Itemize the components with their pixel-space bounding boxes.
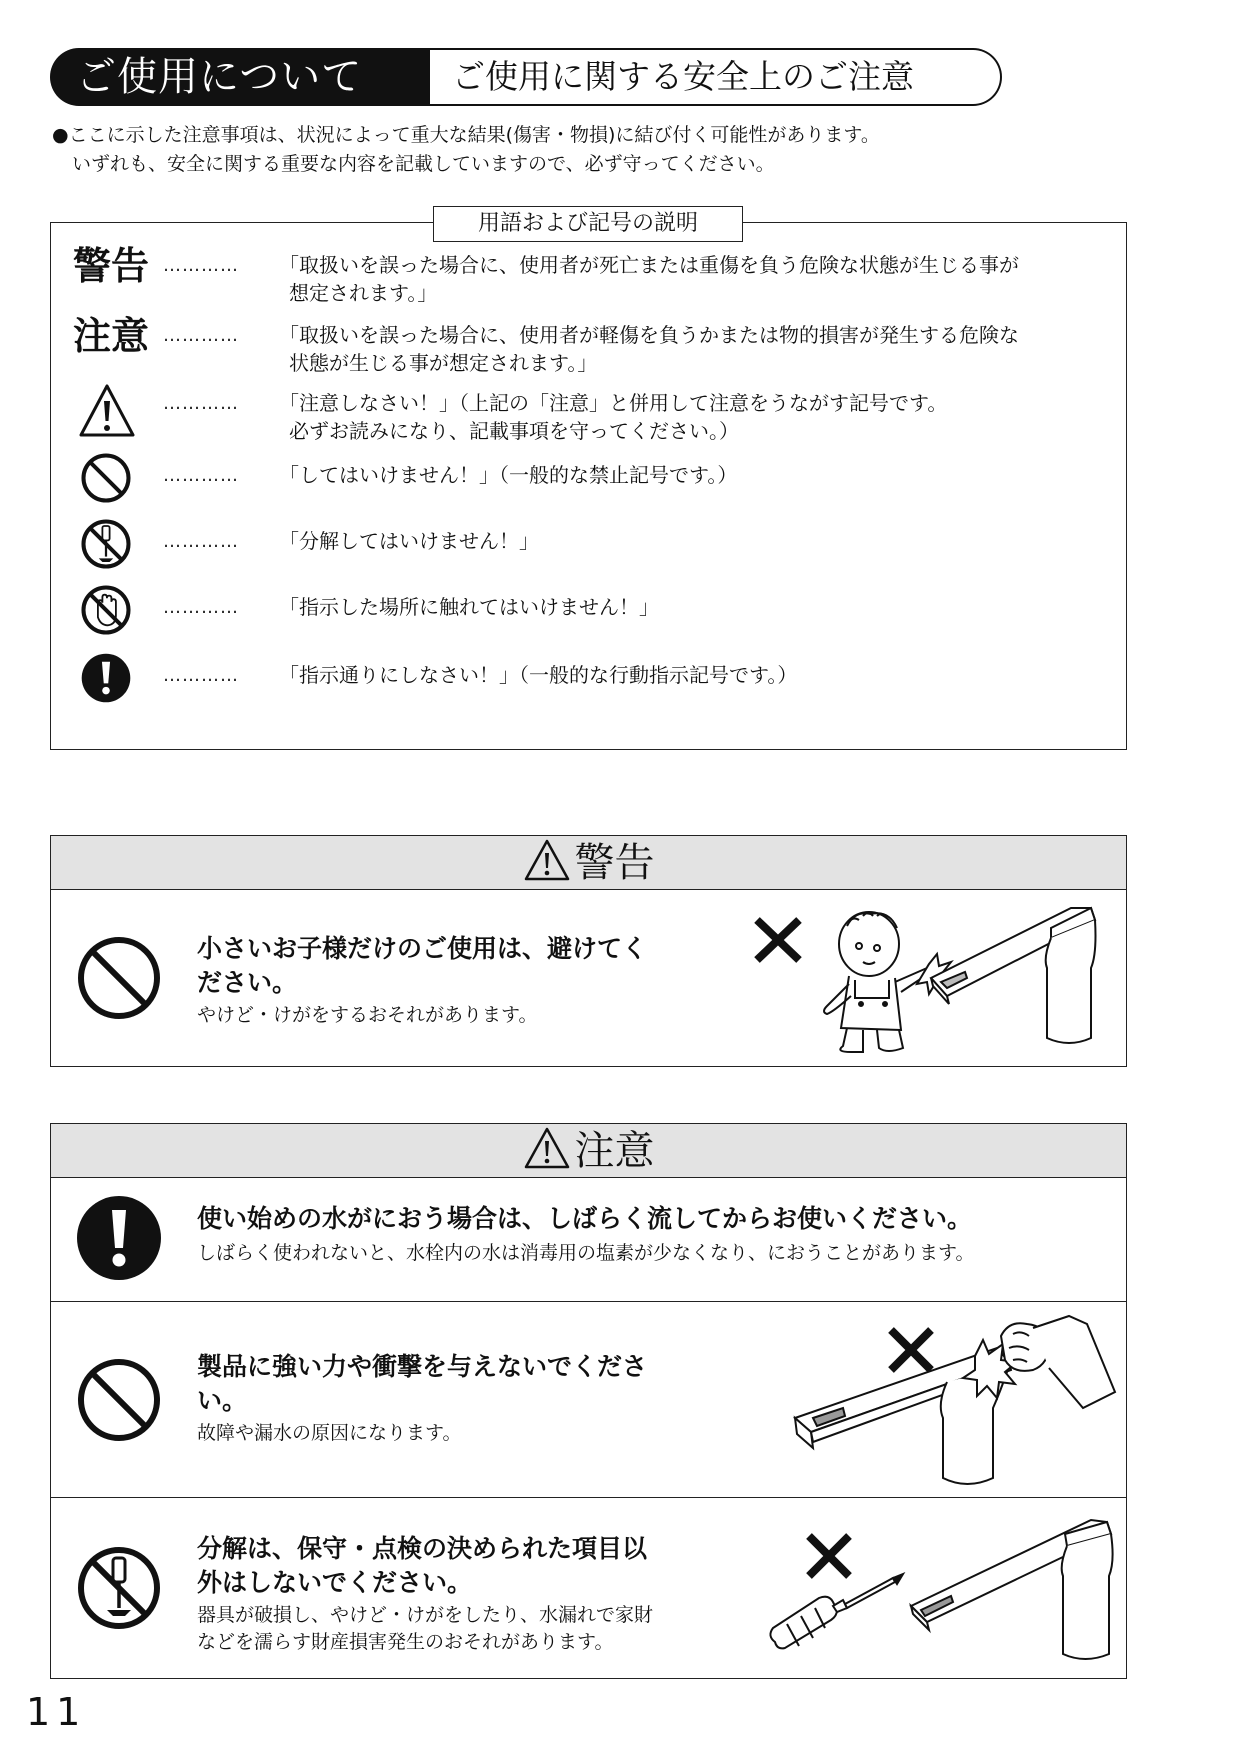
legend-desc [279,661,1079,689]
leader-dots: ………… [163,255,239,276]
page-title: ご使用に関する安全上のご注意 [430,48,1002,106]
legend-desc [279,321,1079,377]
legend-desc-line: 「分解してはいけません！」 [279,529,539,553]
main-text-line: 小さいお子様だけのご使用は、避けてく [197,934,648,963]
legend-desc-line: 想定されます。」 [289,281,438,305]
warning-heading [51,836,1126,890]
legend-desc [279,389,1079,445]
legend-desc-line: 必ずお読みになり、記載事項を守ってください。） [289,419,739,443]
page-header [50,48,1002,106]
child-faucet-illustration [751,898,1121,1060]
prohibited-icon [79,451,133,505]
warning-sub-text: やけど・けがをするおそれがあります。 [197,1004,538,1026]
legend-term-caution: 注意 [73,314,150,358]
intro-text [52,121,1052,179]
legend-desc [279,527,1079,555]
no-touch-icon [79,583,133,637]
warning-triangle-icon [523,1126,571,1170]
warning-section [50,835,1127,1067]
page-number: 11 [26,1690,87,1734]
legend-term-warning: 警告 [73,244,150,288]
leader-dots: ………… [163,393,239,414]
fist-impact-illustration [787,1308,1117,1494]
caution-section [50,1123,1127,1679]
section-label: ご使用について [50,48,430,106]
intro-line-1: ●ここに示した注意事項は、状況によって重大な結果(傷害・物損)に結び付く可能性があります。 [52,124,880,146]
mandatory-action-icon [79,651,133,705]
legend-title: 用語および記号の説明 [433,206,743,242]
leader-dots: ………… [163,325,239,346]
leader-dots: ………… [163,597,239,618]
main-text-line: ださい。 [197,968,298,997]
legend-desc-line: 「してはいけません！」（一般的な禁止記号です。） [279,463,738,487]
warning-main-text [197,932,647,1000]
intro-line-2: いずれも、安全に関する重要な内容を記載していますので、必ず守ってください。 [72,153,775,175]
leader-dots: ………… [163,531,239,552]
main-text-line: 外はしないでください。 [197,1568,473,1597]
caution-heading-text: 注意 [574,1128,655,1174]
warning-heading-text: 警告 [574,840,655,886]
caution-main-text: 使い始めの水がにおう場合は、しばらく流してからお使いください。 [197,1204,973,1233]
caution-sub-text: しばらく使われないと、水栓内の水は消毒用の塩素が少なくなり、におうことがあります。 [197,1242,975,1264]
warning-triangle-icon [523,838,571,882]
caution-main-text [197,1532,647,1600]
main-text-line: い。 [197,1386,248,1415]
caution-row [51,1302,1126,1498]
legend-box [50,211,1127,750]
caution-heading [51,1124,1126,1178]
legend-desc [279,593,1079,621]
prohibited-icon [75,934,163,1022]
legend-desc-line: 「取扱いを誤った場合に、使用者が軽傷を負うかまたは物的損害が発生する危険な [279,323,1019,347]
main-text-line: 分解は、保守・点検の決められた項目以 [197,1534,648,1563]
legend-desc [279,251,1079,307]
caution-sub-text: 故障や漏水の原因になります。 [197,1422,462,1444]
legend-desc-line: 状態が生じる事が想定されます。」 [289,351,598,375]
legend-desc [279,461,1079,489]
caution-main-text [197,1350,647,1418]
warning-triangle-icon [77,381,137,441]
sub-text-line: 器具が破損し、やけど・けがをしたり、水漏れで家財 [197,1604,654,1626]
legend-desc-line: 「取扱いを誤った場合に、使用者が死亡または重傷を負う危険な状態が生じる事が [279,253,1019,277]
main-text-line: 製品に強い力や衝撃を与えないでくださ [197,1352,648,1381]
legend-desc-line: 「指示した場所に触れてはいけません！」 [279,595,659,619]
legend-desc-line: 「注意しなさい！」（上記の「注意」と併用して注意をうながす記号です。 [279,391,948,415]
sub-text-line: などを濡らす財産損害発生のおそれがあります。 [197,1631,614,1653]
screwdriver-faucet-illustration [761,1506,1121,1674]
caution-row [51,1178,1126,1302]
mandatory-action-icon [75,1194,163,1282]
warning-row [51,890,1126,1066]
prohibited-icon [75,1356,163,1444]
leader-dots: ………… [163,465,239,486]
leader-dots: ………… [163,665,239,686]
no-disassembly-icon [79,517,133,571]
no-disassembly-icon [75,1544,163,1632]
legend-desc-line: 「指示通りにしなさい！」（一般的な行動指示記号です。） [279,663,798,687]
caution-row [51,1498,1126,1678]
caution-sub-text [197,1602,653,1656]
